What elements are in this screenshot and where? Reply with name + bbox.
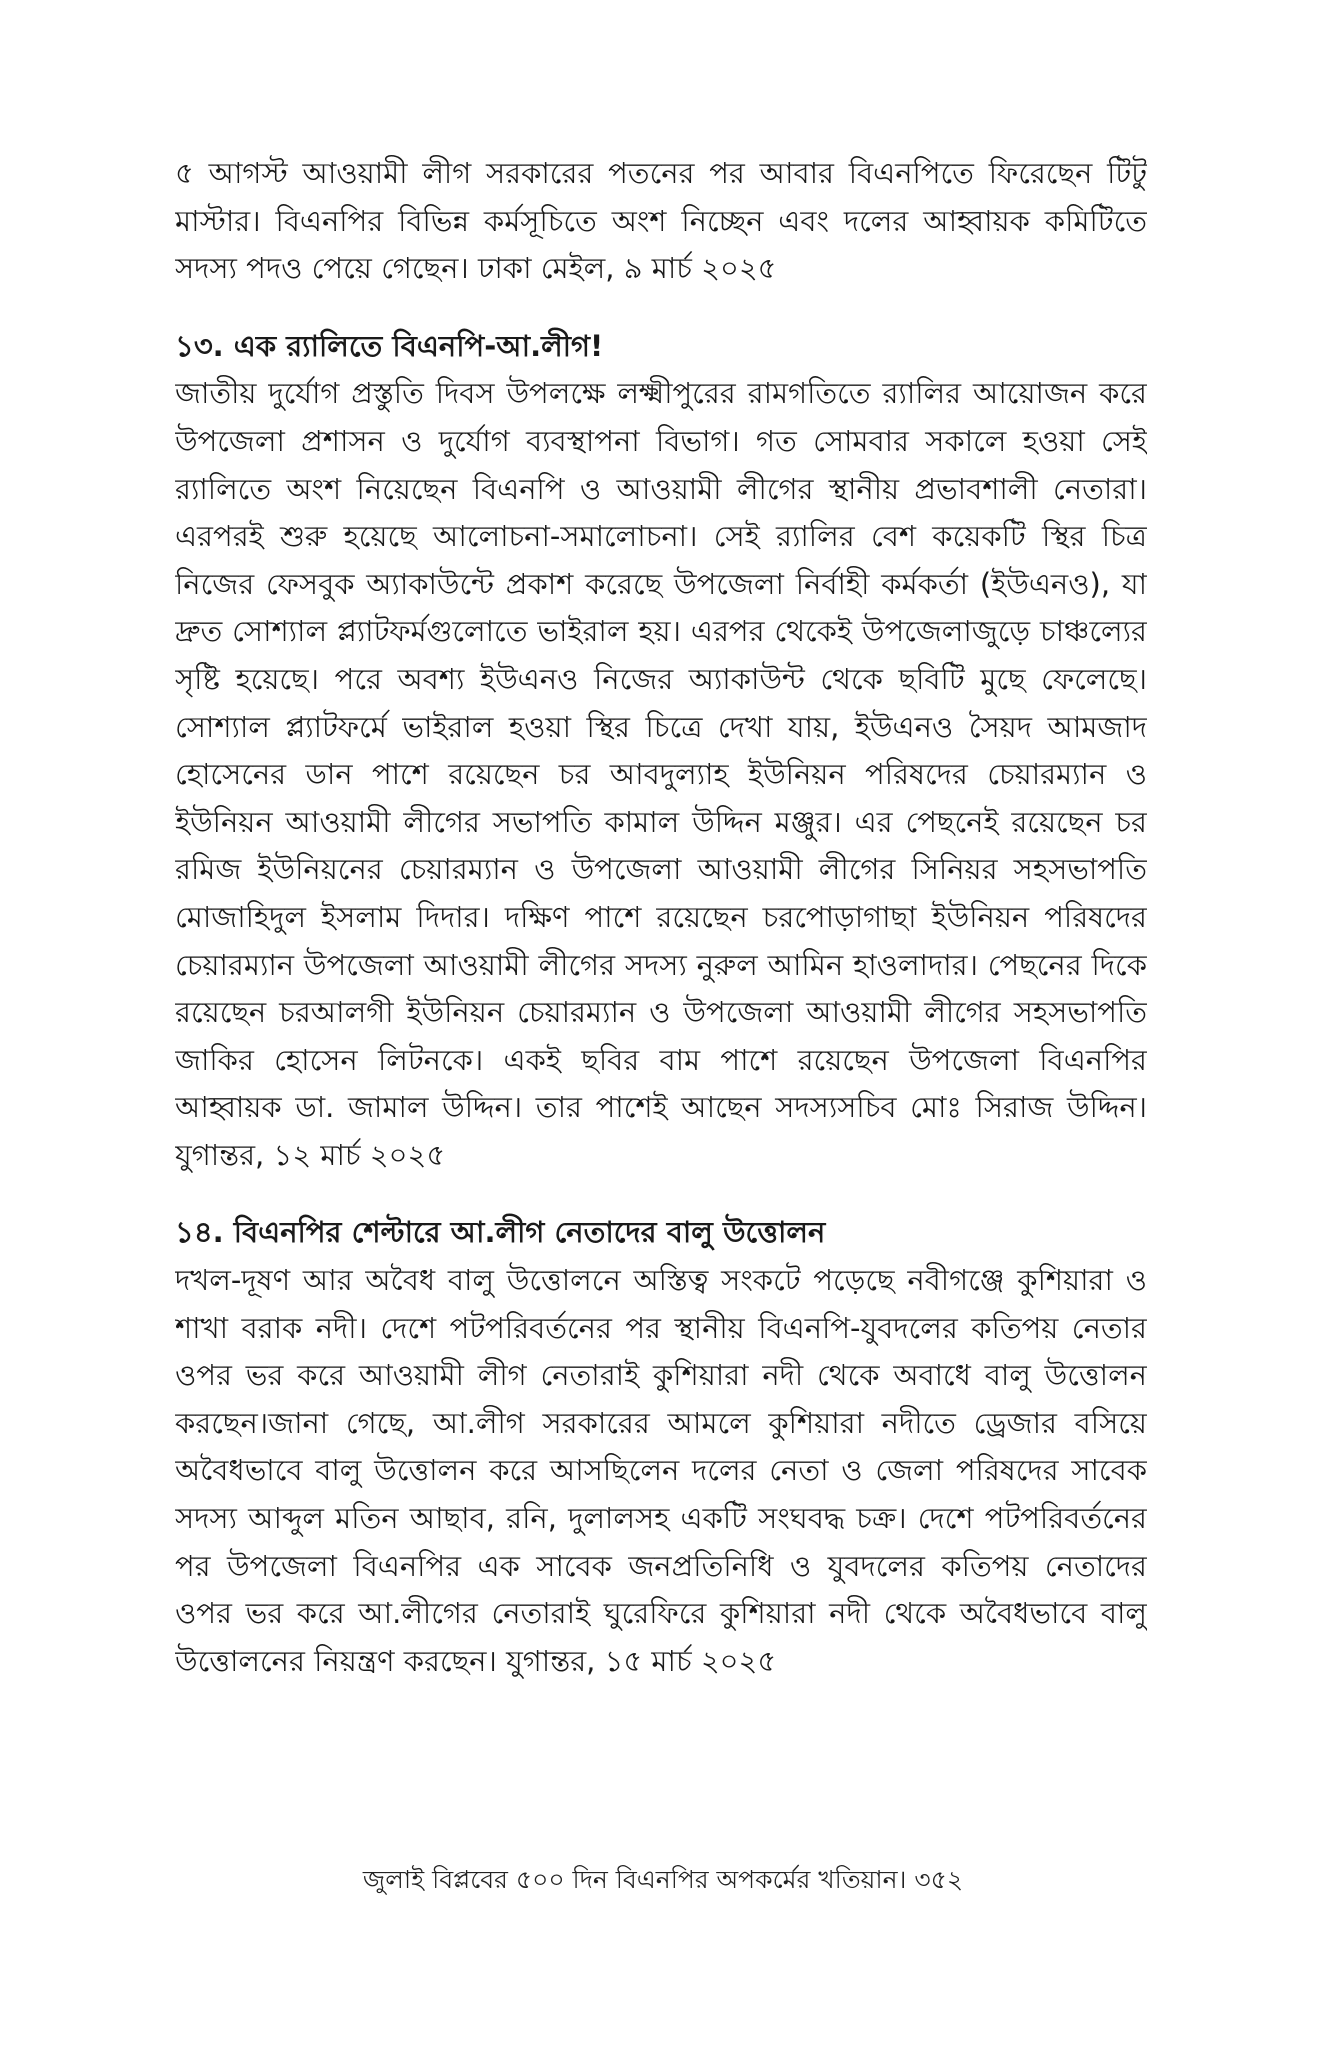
- section-14-body: দখল-দূষণ আর অবৈধ বালু উত্তোলনে অস্তিত্ব সংকটে পড়েছে নবীগঞ্জে কুশিয়ারা ও শাখা বরাক নদী। দেশে পটপরিবর্তনের পর স্থানীয় বিএনপি-যুবদলের কতিপয় নেতার ওপর ভর করে আওয়ামী লীগ নেতারাই কুশিয়ারা নদী থেকে অবাধে বালু উত্তোলন করছেন।জানা গেছে, আ.লীগ সরকারের আমলে কুশিয়ারা নদীতে ড্রেজার বসিয়ে অবৈধভাবে বালু উত্তোলন করে আসছিলেন দলের নেতা ও জেলা পরিষদের সাবেক সদস্য আব্দুল মতিন আছাব, রনি, দুলালসহ একটি সংঘবদ্ধ চক্র। দেশে পটপরিবর্তনের পর উপজেলা বিএনপির এক সাবেক জনপ্রতিনিধি ও যুবদলের কতিপয় নেতাদের ওপর ভর করে আ.লীগের নেতারাই ঘুরেফিরে কুশিয়ারা নদী থেকে অবৈধভাবে বালু উত্তোলনের নিয়ন্ত্রণ করছেন। যুগান্তর, ১৫ মার্চ ২০২৫: [175, 1263, 1147, 1678]
- section-13-heading: ১৩. এক র‌্যালিতে বিএনপি-আ.লীগ!: [175, 328, 604, 363]
- section-13-body: জাতীয় দুর্যোগ প্রস্তুতি দিবস উপলক্ষে লক্ষ্মীপুরের রামগতিতে র‌্যালির আয়োজন করে উপজেলা প্রশাসন ও দুর্যোগ ব্যবস্থাপনা বিভাগ। গত সোমবার সকালে হওয়া সেই র‌্যালিতে অংশ নিয়েছেন বিএনপি ও আওয়ামী লীগের স্থানীয় প্রভাবশালী নেতারা। এরপরই শুরু হয়েছে আলোচনা-সমালোচনা। সেই র‌্যালির বেশ কয়েকটি স্থির চিত্র নিজের ফেসবুক অ্যাকাউন্টে প্রকাশ করেছে উপজেলা নির্বাহী কর্মকর্তা (ইউএনও), যা দ্রুত সোশ্যাল প্ল্যাটফর্মগুলোতে ভাইরাল হয়। এরপর থেকেই উপজেলাজুড়ে চাঞ্চল্যের সৃষ্টি হয়েছে। পরে অবশ্য ইউএনও নিজের অ্যাকাউন্ট থেকে ছবিটি মুছে ফেলেছে। সোশ্যাল প্ল্যাটফর্মে ভাইরাল হওয়া স্থির চিত্রে দেখা যায়, ইউএনও সৈয়দ আমজাদ হোসেনের ডান পাশে রয়েছেন চর আবদুল্যাহ ইউনিয়ন পরিষদের চেয়ারম্যান ও ইউনিয়ন আওয়ামী লীগের সভাপতি কামাল উদ্দিন মঞ্জুর। এর পেছনেই রয়েছেন চর রমিজ ইউনিয়নের চেয়ারম্যান ও উপজেলা আওয়ামী লীগের সিনিয়র সহসভাপতি মোজাহিদুল ইসলাম দিদার। দক্ষিণ পাশে রয়েছেন চরপোড়াগাছা ইউনিয়ন পরিষদের চেয়ারম্যান উপজেলা আওয়ামী লীগের সদস্য নুরুল আমিন হাওলাদার। পেছনের দিকে রয়েছেন চরআলগী ইউনিয়ন চেয়ারম্যান ও উপজেলা আওয়ামী লীগের সহসভাপতি জাকির হোসেন লিটনকে। একই ছবির বাম পাশে রয়েছেন উপজেলা বিএনপির আহ্বায়ক ডা. জামাল উদ্দিন। তার পাশেই আছেন সদস্যসচিব মোঃ সিরাজ উদ্দিন। যুগান্তর, ১২ মার্চ ২০২৫: [175, 376, 1147, 1172]
- section-spacer: [175, 293, 1147, 323]
- intro-paragraph: ৫ আগস্ট আওয়ামী লীগ সরকারের পতনের পর আবার বিএনপিতে ফিরেছেন টিটু মাস্টার। বিএনপির বিভিন্ন কর্মসূচিতে অংশ নিচ্ছেন এবং দলের আহ্বায়ক কমিটিতে সদস্য পদও পেয়ে গেছেন। ঢাকা মেইল, ৯ মার্চ ২০২৫: [175, 156, 1147, 286]
- page-footer: জুলাই বিপ্লবের ৫০০ দিন বিএনপির অপকর্মের খতিয়ান। ৩৫২: [362, 1865, 964, 1894]
- page-content: [175, 150, 1147, 1870]
- section-spacer: [175, 1179, 1147, 1209]
- section-14-heading: ১৪. বিএনপির শেল্টারে আ.লীগ নেতাদের বালু উত্তোলন: [175, 1215, 826, 1250]
